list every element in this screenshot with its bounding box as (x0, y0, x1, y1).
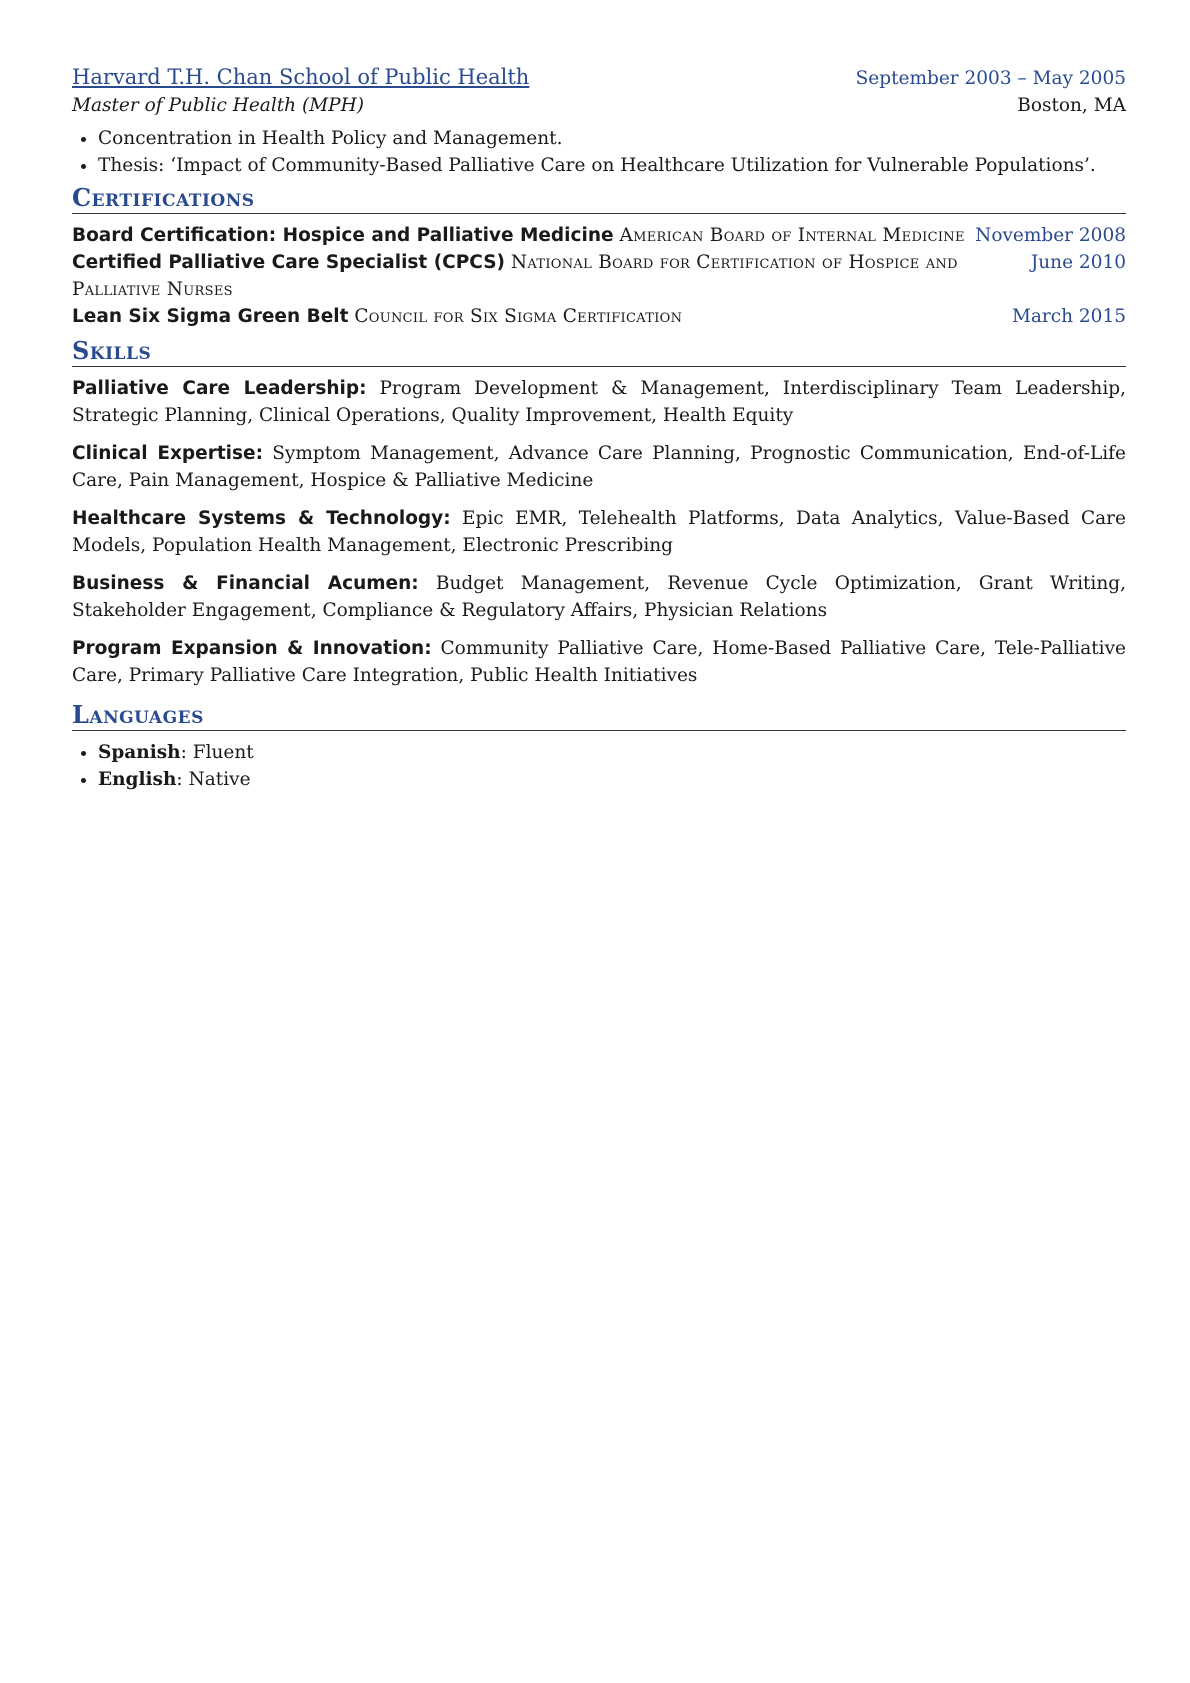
certification-name: Certified Palliative Care Specialist (CPCS) (72, 252, 506, 273)
skill-label: Business & Financial Acumen: (72, 573, 419, 594)
skill-item (72, 635, 1126, 689)
education-location: Boston, MA (1017, 95, 1126, 116)
language-level: Native (188, 769, 251, 790)
language-level: Fluent (192, 742, 254, 763)
skill-label: Program Expansion & Innovation: (72, 638, 432, 659)
skills-heading: Skills (72, 336, 1126, 367)
certification-name: Board Certification: Hospice and Palliative Medicine (72, 225, 614, 246)
certification-issuer: National Board for Certification of Hospice and Palliative Nurses (72, 252, 958, 300)
certification-item (72, 249, 1126, 303)
certification-issuer: Council for Six Sigma Certification (354, 306, 683, 327)
certification-date: June 2010 (1030, 252, 1126, 273)
education-bullets (72, 125, 1126, 179)
certification-date: March 2015 (1011, 306, 1126, 327)
skill-text: Program Development & Management, Interdisciplinary Team Leadership, Strategic Planning, Clinical Operations, Quality Improvement, Health Equity (72, 378, 1126, 426)
certification-date: November 2008 (975, 225, 1126, 246)
list-item: • Spanish: Fluent (98, 739, 1126, 766)
skill-label: Healthcare Systems & Technology: (72, 508, 451, 529)
skill-label: Clinical Expertise: (72, 443, 263, 464)
skill-item (72, 375, 1126, 429)
skill-text: Symptom Management, Advance Care Planning, Prognostic Communication, End-of-Life Care, Pain Management, Hospice & Palliative Medicine (72, 443, 1126, 491)
skill-label: Palliative Care Leadership: (72, 378, 367, 399)
skill-text: Budget Management, Revenue Cycle Optimization, Grant Writing, Stakeholder Engagement, Compliance & Regulatory Affairs, Physician Relations (72, 573, 1126, 621)
skill-item (72, 505, 1126, 559)
certification-name: Lean Six Sigma Green Belt (72, 306, 349, 327)
language-name: Spanish (98, 742, 181, 763)
education-entry (72, 62, 1126, 179)
skill-item (72, 570, 1126, 624)
languages-heading: Languages (72, 700, 1126, 731)
degree: Master of Public Health (MPH) (72, 95, 364, 116)
skill-text: Community Palliative Care, Home-Based Palliative Care, Tele-Palliative Care, Primary Palliative Care Integration, Public Health Initiatives (72, 638, 1126, 686)
certification-issuer: American Board of Internal Medicine (619, 225, 965, 246)
resume-page (72, 62, 1126, 793)
certification-item (72, 222, 1126, 249)
list-item: • English: Native (98, 766, 1126, 793)
certification-item (72, 303, 1126, 330)
language-name: English (98, 769, 177, 790)
certifications-list (72, 222, 1126, 330)
list-item: • Thesis: ‘Impact of Community-Based Palliative Care on Healthcare Utilization for Vulnerable Populations’. (98, 152, 1126, 179)
education-subheader-row (72, 92, 1126, 119)
list-item: • Concentration in Health Policy and Management. (98, 125, 1126, 152)
languages-list (72, 739, 1126, 793)
education-dates: September 2003 – May 2005 (855, 68, 1126, 89)
skill-item (72, 440, 1126, 494)
certifications-heading: Certifications (72, 183, 1126, 214)
skills-list (72, 375, 1126, 689)
institution-link[interactable]: Harvard T.H. Chan School of Public Health (72, 65, 530, 89)
education-header-row (72, 62, 1126, 92)
skill-text: Epic EMR, Telehealth Platforms, Data Analytics, Value-Based Care Models, Population Health Management, Electronic Prescribing (72, 508, 1126, 556)
